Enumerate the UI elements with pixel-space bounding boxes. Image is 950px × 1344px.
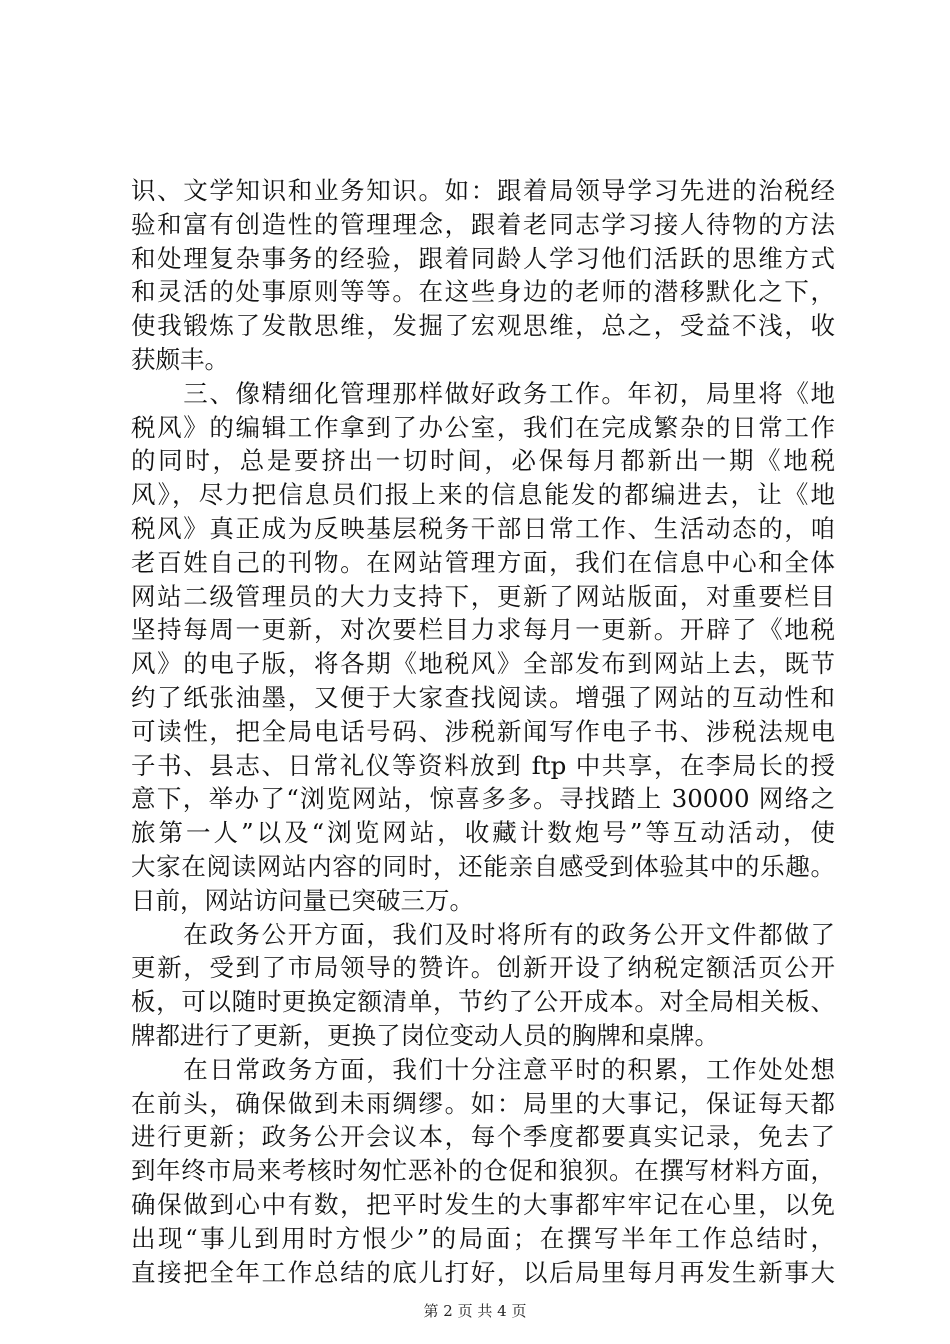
text-line: 大家在阅读网站内容的同时，还能亲自感受到体验其中的乐趣。 [131,851,835,881]
text-line: 和灵活的处事原则等等。在这些身边的老师的潜移默化之下， [131,277,835,307]
text-line: 直接把全年工作总结的底儿打好，以后局里每月再发生新事大 [131,1257,835,1287]
text-line: 牌都进行了更新，更换了岗位变动人员的胸牌和桌牌。 [131,1020,719,1050]
text-line: 在前头，确保做到未雨绸缪。如：局里的大事记，保证每天都 [131,1088,835,1118]
text-line: 在日常政务方面，我们十分注意平时的积累，工作处处想 [131,1054,835,1084]
text-line: 进行更新；政务公开会议本，每个季度都要真实记录，免去了 [131,1122,835,1152]
text-line: 在政务公开方面，我们及时将所有的政务公开文件都做了 [131,919,835,949]
text-line: 税风》的编辑工作拿到了办公室，我们在完成繁杂的日常工作 [131,412,835,442]
text-line: 意下，举办了“浏览网站，惊喜多多。寻找踏上 30000 网络之 [131,784,835,814]
text-line: 和处理复杂事务的经验，跟着同龄人学习他们活跃的思维方式 [131,243,835,273]
text-line: 出现“事儿到用时方恨少”的局面；在撰写半年工作总结时， [131,1223,835,1253]
text-line: 板，可以随时更换定额清单，节约了公开成本。对全局相关板、 [131,987,835,1017]
text-line: 风》，尽力把信息员们报上来的信息能发的都编进去，让《地 [131,480,835,510]
page-number-footer: 第 2 页 共 4 页 [423,1302,527,1320]
text-line: 三、像精细化管理那样做好政务工作。年初，局里将《地 [131,378,835,408]
text-line: 坚持每周一更新，对次要栏目力求每月一更新。开辟了《地税 [131,615,835,645]
text-line: 税风》真正成为反映基层税务干部日常工作、生活动态的，咱 [131,513,835,543]
text-line: 风》的电子版，将各期《地税风》全部发布到网站上去，既节 [131,649,835,679]
text-line: 旅第一人”以及“浏览网站，收藏计数炮号”等互动活动，使 [131,818,835,848]
text-line: 到年终市局来考核时匆忙恶补的仓促和狼狈。在撰写材料方面， [131,1156,835,1186]
text-line: 老百姓自己的刊物。在网站管理方面，我们在信息中心和全体 [131,547,835,577]
text-line: 网站二级管理员的大力支持下，更新了网站版面，对重要栏目 [131,581,835,611]
text-line: 更新，受到了市局领导的赞许。创新开设了纳税定额活页公开 [131,953,835,983]
text-line: 获颇丰。 [131,344,229,374]
text-line: 子书、县志、日常礼仪等资料放到 ftp 中共享，在李局长的授 [131,750,835,780]
text-line: 可读性，把全局电话号码、涉税新闻写作电子书、涉税法规电 [131,716,835,746]
text-line: 的同时，总是要挤出一切时间，必保每月都新出一期《地税 [131,446,835,476]
text-line: 识、文学知识和业务知识。如：跟着局领导学习先进的治税经 [131,176,835,205]
text-line: 日前，网站访问量已突破三万。 [131,885,474,915]
text-line: 使我锻炼了发散思维，发掘了宏观思维，总之，受益不浅，收 [131,311,835,341]
text-line: 约了纸张油墨，又便于大家查找阅读。增强了网站的互动性和 [131,682,835,712]
text-line: 确保做到心中有数，把平时发生的大事都牢牢记在心里，以免 [131,1189,835,1219]
text-line: 验和富有创造性的管理理念，跟着老同志学习接人待物的方法 [131,209,835,239]
body-text [131,174,835,1289]
